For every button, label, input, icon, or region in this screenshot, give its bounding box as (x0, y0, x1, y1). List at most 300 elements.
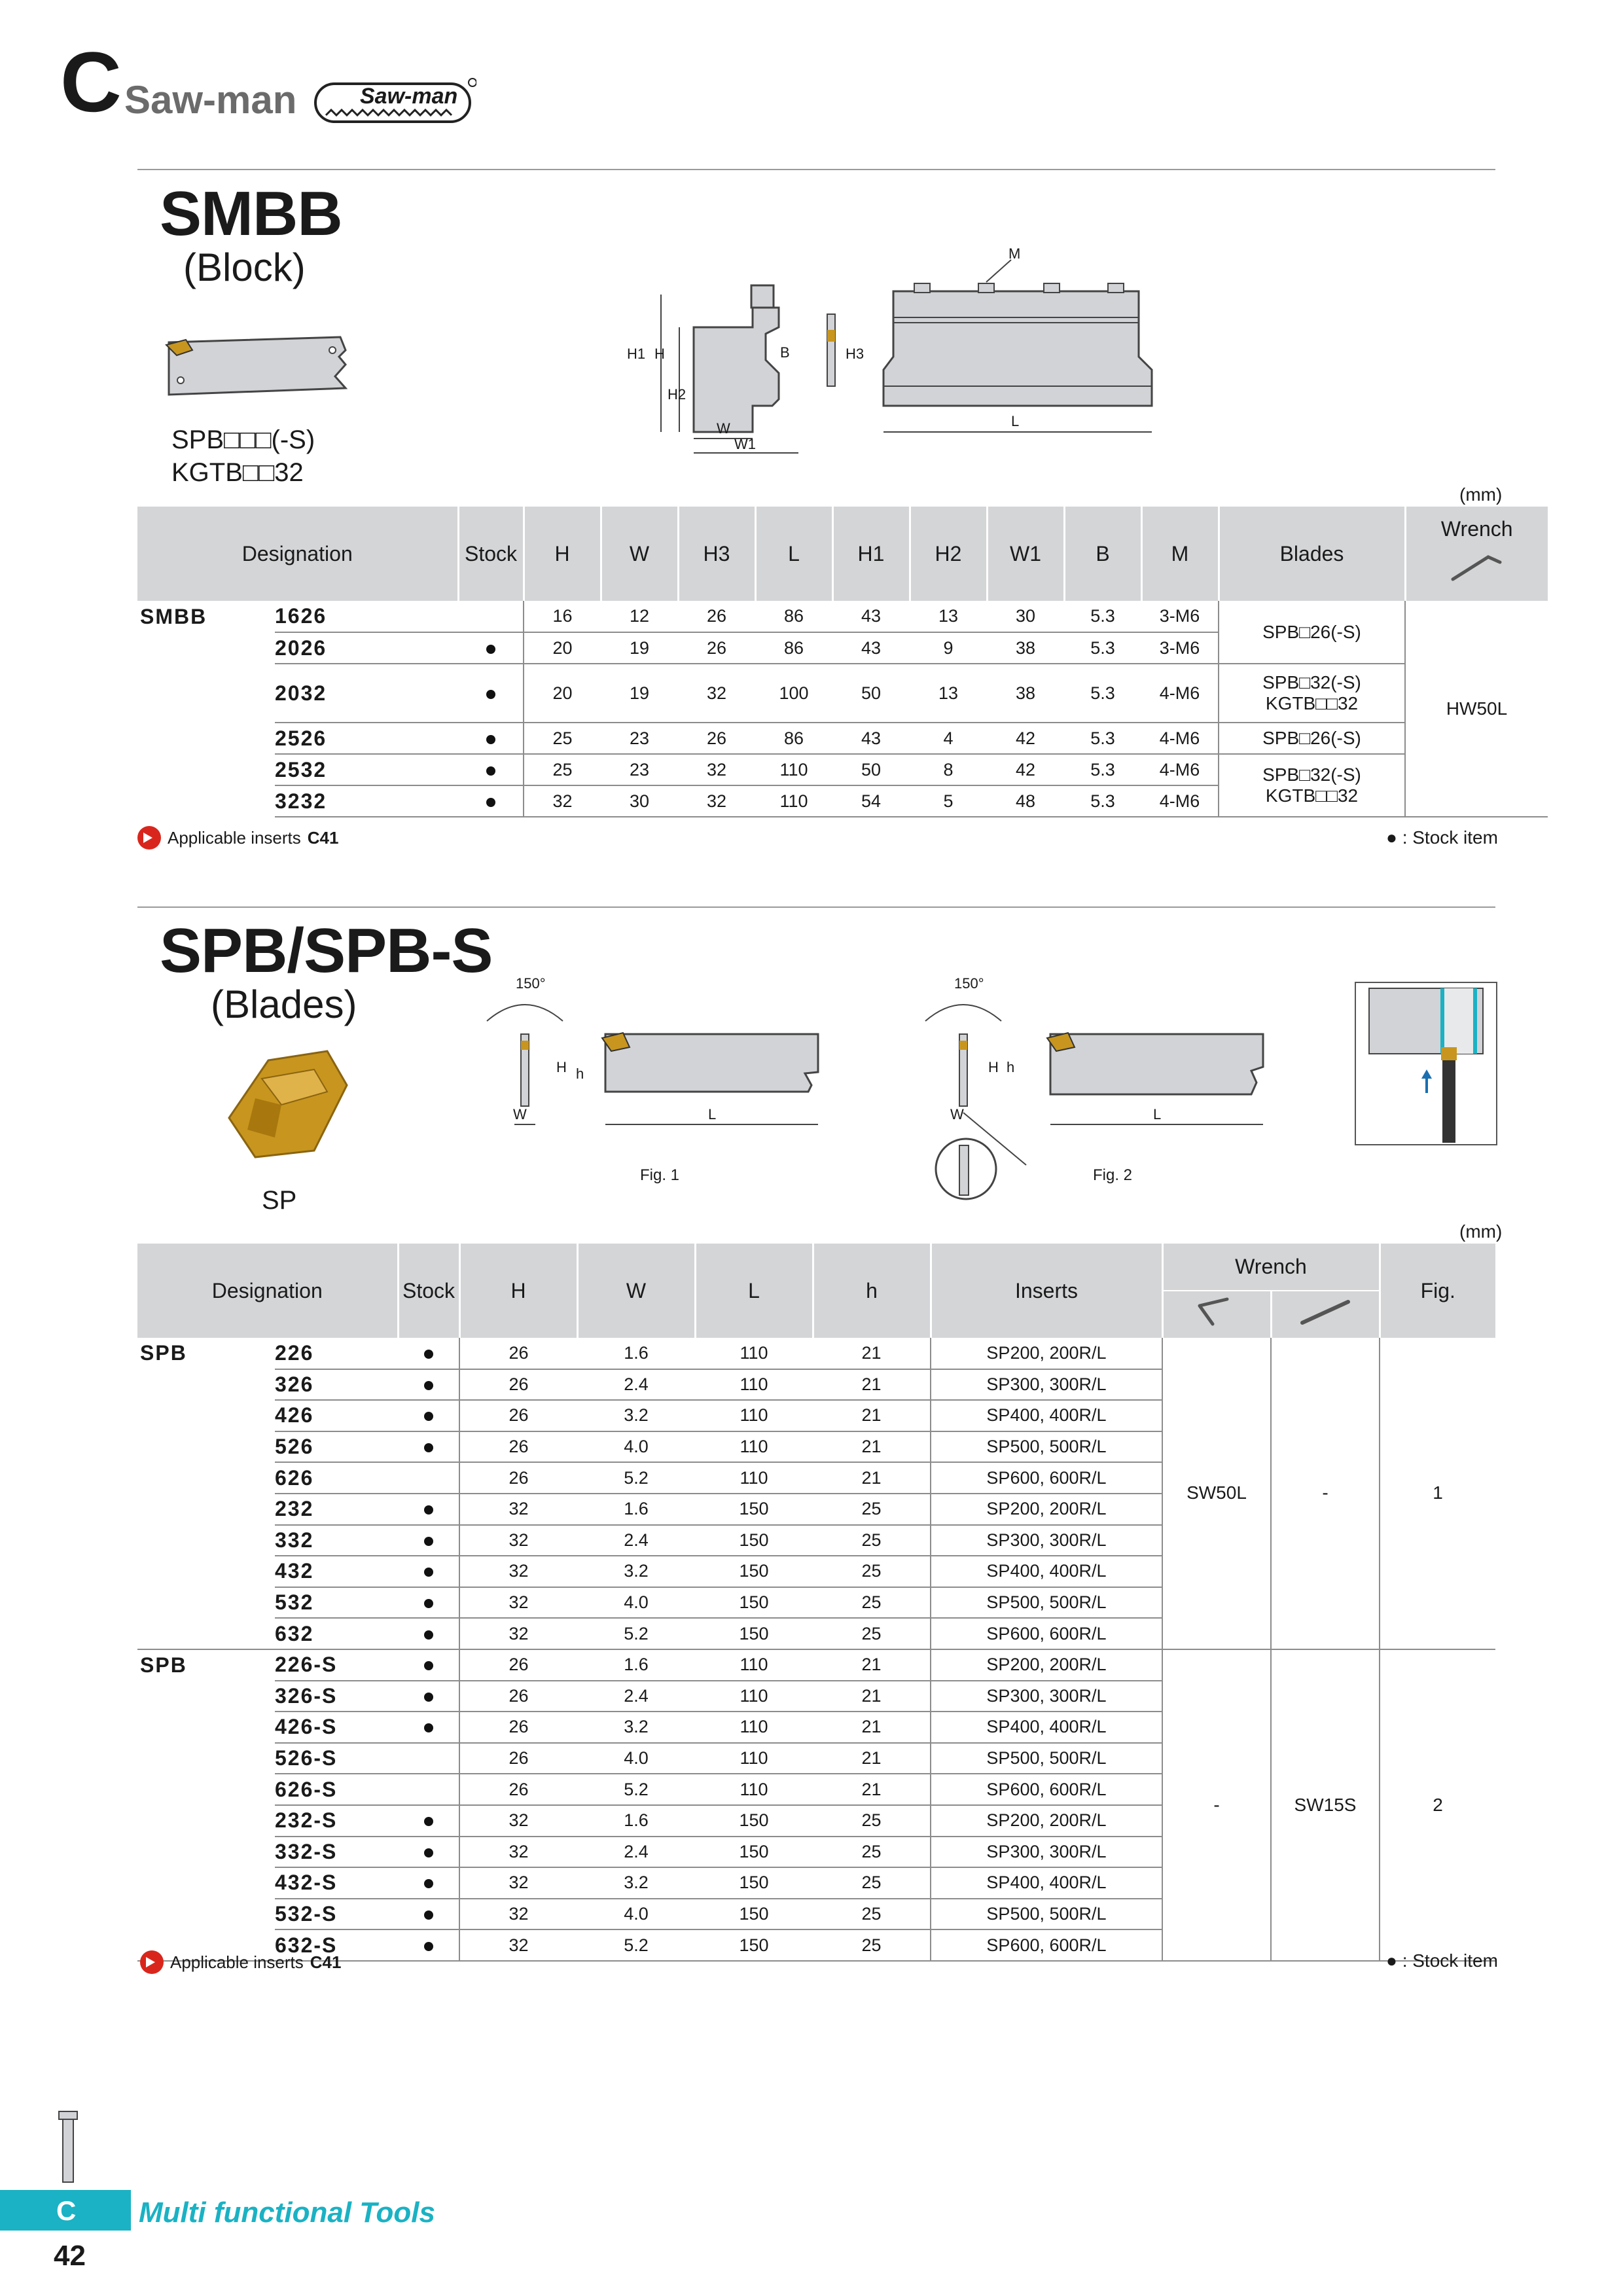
stock-dot-icon (424, 1723, 433, 1732)
inserts-cell: SP200, 200R/L (931, 1649, 1162, 1681)
stock-cell (398, 1338, 459, 1369)
cell-L: 110 (695, 1743, 813, 1774)
sp-insert-image (216, 1046, 353, 1164)
cell-B: 5.3 (1064, 723, 1141, 754)
spb-stock-note: ● : Stock item (1386, 1950, 1498, 1971)
cell-W: 4.0 (577, 1431, 695, 1463)
cell-W1: 42 (987, 754, 1064, 785)
blade-line: SPB□32(-S) (1262, 764, 1361, 785)
stock-dot-icon (486, 735, 495, 744)
sp-insert-label: SP (262, 1186, 297, 1215)
group-name (137, 664, 275, 723)
fig2-angle: 150° (954, 975, 984, 992)
cell-L: 150 (695, 1899, 813, 1930)
brand-logo-text: Saw-man (360, 84, 458, 109)
col-H2: H2 (910, 507, 987, 601)
stock-cell (398, 1774, 459, 1805)
cell-H: 32 (459, 1556, 577, 1587)
arrow-right-icon (137, 826, 161, 850)
group-name (137, 1494, 275, 1525)
stock-cell (398, 1525, 459, 1556)
cell-W: 4.0 (577, 1899, 695, 1930)
designation-code: 626-S (275, 1774, 398, 1805)
stock-dot-icon (424, 1693, 433, 1702)
stock-cell (398, 1618, 459, 1649)
cell-M: 4-M6 (1141, 723, 1219, 754)
stock-dot-icon (424, 1350, 433, 1359)
cell-H: 25 (524, 723, 601, 754)
cell-W1: 38 (987, 664, 1064, 723)
spb-applicable-note (140, 1950, 341, 1974)
wrench-a-cell: - (1162, 1649, 1271, 1961)
inserts-cell: SP500, 500R/L (931, 1587, 1162, 1619)
inserts-cell: SP600, 600R/L (931, 1618, 1162, 1649)
cell-h: 21 (813, 1400, 931, 1431)
wrench-b-cell: SW15S (1271, 1649, 1380, 1961)
cell-H: 32 (459, 1837, 577, 1868)
col-wrench-a (1162, 1291, 1271, 1338)
cell-h: 25 (813, 1525, 931, 1556)
cell-M: 4-M6 (1141, 785, 1219, 817)
stock-dot-icon (424, 1443, 433, 1452)
cell-L: 110 (695, 1431, 813, 1463)
cell-h: 25 (813, 1494, 931, 1525)
group-name (137, 1618, 275, 1649)
cell-h: 21 (813, 1774, 931, 1805)
hex-wrench-icon (1190, 1294, 1243, 1331)
col-designation: Designation (137, 507, 458, 601)
stock-cell (398, 1494, 459, 1525)
fig-cell: 1 (1380, 1338, 1495, 1649)
cell-H: 26 (459, 1712, 577, 1743)
stock-cell (398, 1431, 459, 1463)
fig2-dim-L: L (1153, 1106, 1162, 1122)
inserts-cell: SP200, 200R/L (931, 1338, 1162, 1369)
cell-W: 4.0 (577, 1743, 695, 1774)
cell-h: 21 (813, 1369, 931, 1401)
col-designation: Designation (137, 1244, 398, 1338)
cell-H1: 43 (832, 632, 910, 664)
spb-applicable-ref: C41 (310, 1952, 342, 1972)
stock-cell (398, 1400, 459, 1431)
stock-cell (398, 1462, 459, 1494)
col-M: M (1141, 507, 1219, 601)
designation-code: 432-S (275, 1867, 398, 1899)
cell-B: 5.3 (1064, 754, 1141, 785)
stock-cell (398, 1805, 459, 1837)
group-name (137, 1805, 275, 1837)
dim-label-L: L (1011, 413, 1020, 429)
cell-H: 20 (524, 632, 601, 664)
cell-M: 4-M6 (1141, 664, 1219, 723)
inserts-cell: SP500, 500R/L (931, 1743, 1162, 1774)
group-name (137, 1867, 275, 1899)
designation-code: 532 (275, 1587, 398, 1619)
col-B: B (1064, 507, 1141, 601)
blade-line: SPB□32(-S) (1262, 672, 1361, 692)
designation-code: 1626 (275, 601, 458, 632)
cell-W: 4.0 (577, 1587, 695, 1619)
wrench-a-cell: SW50L (1162, 1338, 1271, 1649)
group-name (137, 723, 275, 754)
group-name: SPB (140, 1653, 187, 1677)
cell-h: 21 (813, 1338, 931, 1369)
table-row (137, 664, 1548, 723)
group-name (137, 1462, 275, 1494)
dim-label-B: B (780, 344, 790, 361)
cell-h: 25 (813, 1837, 931, 1868)
header-brand: Saw-man (124, 78, 297, 122)
designation-code: 332-S (275, 1837, 398, 1868)
designation-code: 526 (275, 1431, 398, 1463)
fig2-dim-h: h (1007, 1059, 1015, 1075)
cell-H2: 13 (910, 601, 987, 632)
table-row (137, 1649, 1495, 1681)
footer-tab (0, 2190, 131, 2231)
hex-wrench-icon (1448, 547, 1507, 586)
group-name (137, 1431, 275, 1463)
blades-cell: SPB□26(-S) (1219, 723, 1405, 754)
designation-code: 532-S (275, 1899, 398, 1930)
designation-code: 232-S (275, 1805, 398, 1837)
page-number: 42 (54, 2240, 86, 2272)
stock-cell (398, 1929, 459, 1961)
cell-M: 3-M6 (1141, 632, 1219, 664)
col-W: W (577, 1244, 695, 1338)
cell-H: 26 (459, 1743, 577, 1774)
stock-dot-icon (424, 1817, 433, 1826)
stock-dot-icon (486, 798, 495, 807)
cell-H3: 32 (678, 754, 755, 785)
stock-cell (398, 1649, 459, 1681)
table-row (137, 601, 1548, 632)
smbb-applicable-label: Applicable inserts (168, 827, 301, 848)
spb-unit: (mm) (1459, 1221, 1503, 1242)
cell-L: 150 (695, 1867, 813, 1899)
col-H3: H3 (678, 507, 755, 601)
col-wrench (1405, 507, 1548, 601)
torx-key-icon (1296, 1294, 1355, 1331)
fig1-dim-W: W (513, 1106, 527, 1122)
stock-cell (398, 1681, 459, 1712)
spb-subtitle: (Blades) (211, 982, 357, 1026)
cell-L: 100 (755, 664, 832, 723)
spb-title: SPB/SPB-S (160, 916, 493, 986)
col-W1: W1 (987, 507, 1064, 601)
group-name (137, 1712, 275, 1743)
cell-H: 32 (459, 1805, 577, 1837)
cell-L: 150 (695, 1587, 813, 1619)
fig2-label: Fig. 2 (1093, 1166, 1133, 1184)
cell-h: 21 (813, 1743, 931, 1774)
stock-cell (458, 664, 524, 723)
cell-W: 3.2 (577, 1400, 695, 1431)
cell-L: 86 (755, 601, 832, 632)
cell-H1: 43 (832, 723, 910, 754)
blades-cell (1219, 754, 1405, 817)
stock-dot-icon (424, 1879, 433, 1888)
blade-end-drawing (818, 308, 870, 399)
dim-label-H1: H1 (627, 346, 646, 362)
designation-code: 3232 (275, 785, 458, 817)
cell-L: 110 (695, 1462, 813, 1494)
cell-H1: 50 (832, 754, 910, 785)
wrench-cell: HW50L (1405, 601, 1548, 817)
section-divider (137, 906, 1495, 908)
designation-code: 632-S (275, 1929, 398, 1961)
inserts-cell: SP500, 500R/L (931, 1431, 1162, 1463)
cell-H3: 26 (678, 601, 755, 632)
cell-W: 1.6 (577, 1338, 695, 1369)
col-L: L (755, 507, 832, 601)
cell-L: 110 (695, 1649, 813, 1681)
cell-W: 1.6 (577, 1649, 695, 1681)
cell-W: 1.6 (577, 1494, 695, 1525)
cell-L: 150 (695, 1618, 813, 1649)
fig1-angle: 150° (516, 975, 546, 992)
cell-W1: 30 (987, 601, 1064, 632)
cell-H2: 5 (910, 785, 987, 817)
cell-W: 1.6 (577, 1805, 695, 1837)
stock-dot-icon (424, 1505, 433, 1515)
inserts-cell: SP600, 600R/L (931, 1462, 1162, 1494)
stock-dot-icon (486, 645, 495, 654)
cell-W: 3.2 (577, 1712, 695, 1743)
stock-dot-icon (424, 1599, 433, 1608)
header-letter: C (60, 34, 119, 130)
fig1-dim-L: L (708, 1106, 717, 1122)
group-name (137, 754, 275, 785)
fig-cell: 2 (1380, 1649, 1495, 1961)
stock-dot-icon (424, 1537, 433, 1546)
dim-label-W1: W1 (734, 436, 756, 452)
col-H1: H1 (832, 507, 910, 601)
smbb-unit: (mm) (1459, 484, 1503, 505)
stock-cell (398, 1556, 459, 1587)
cell-W1: 48 (987, 785, 1064, 817)
inserts-cell: SP300, 300R/L (931, 1681, 1162, 1712)
stock-dot-icon (424, 1848, 433, 1857)
cell-M: 3-M6 (1141, 601, 1219, 632)
fig1-dim-H: H (556, 1059, 567, 1075)
stock-dot-icon (424, 1568, 433, 1577)
cell-H2: 9 (910, 632, 987, 664)
fig2-dim-W: W (950, 1106, 964, 1122)
cell-h: 21 (813, 1681, 931, 1712)
cell-W1: 38 (987, 632, 1064, 664)
designation-code: 632 (275, 1618, 398, 1649)
stock-cell (458, 754, 524, 785)
cell-L: 150 (695, 1556, 813, 1587)
inserts-cell: SP400, 400R/L (931, 1556, 1162, 1587)
col-L: L (695, 1244, 813, 1338)
cell-H1: 50 (832, 664, 910, 723)
stock-cell (398, 1867, 459, 1899)
cell-H: 26 (459, 1774, 577, 1805)
cell-L: 110 (755, 785, 832, 817)
cell-W: 2.4 (577, 1681, 695, 1712)
blades-cell: SPB□26(-S) (1219, 601, 1405, 664)
cell-B: 5.3 (1064, 601, 1141, 632)
group-name (137, 1899, 275, 1930)
stock-dot-icon (424, 1942, 433, 1951)
stock-dot-icon (424, 1412, 433, 1421)
designation-code: 326-S (275, 1681, 398, 1712)
designation-code: 426-S (275, 1712, 398, 1743)
smbb-subtitle: (Block) (183, 245, 306, 289)
section-divider (137, 169, 1495, 170)
cell-H: 16 (524, 601, 601, 632)
cell-H: 32 (459, 1899, 577, 1930)
cell-L: 150 (695, 1929, 813, 1961)
smbb-stock-note: ● : Stock item (1386, 827, 1498, 848)
cell-H3: 32 (678, 785, 755, 817)
dim-label-H2: H2 (668, 386, 687, 403)
smbb-compat-1: SPB□□□(-S) (171, 425, 315, 454)
inserts-cell: SP600, 600R/L (931, 1774, 1162, 1805)
col-fig: Fig. (1380, 1244, 1495, 1338)
cell-W: 30 (601, 785, 678, 817)
cell-L: 150 (695, 1494, 813, 1525)
designation-code: 2526 (275, 723, 458, 754)
group-name (137, 1525, 275, 1556)
cell-M: 4-M6 (1141, 754, 1219, 785)
designation-code: 232 (275, 1494, 398, 1525)
blades-cell (1219, 664, 1405, 723)
cell-h: 21 (813, 1462, 931, 1494)
cell-H: 26 (459, 1462, 577, 1494)
inserts-cell: SP300, 300R/L (931, 1837, 1162, 1868)
col-H: H (459, 1244, 577, 1338)
cell-W: 19 (601, 632, 678, 664)
cell-H: 32 (524, 785, 601, 817)
cell-H2: 8 (910, 754, 987, 785)
stock-dot-icon (424, 1661, 433, 1670)
stock-cell (458, 723, 524, 754)
fig1-drawing (478, 975, 825, 1139)
stock-cell (458, 785, 524, 817)
cell-W1: 42 (987, 723, 1064, 754)
cell-h: 25 (813, 1929, 931, 1961)
cell-W: 23 (601, 754, 678, 785)
cell-L: 110 (695, 1681, 813, 1712)
spb-applicable-label: Applicable inserts (170, 1952, 304, 1972)
cell-W: 5.2 (577, 1929, 695, 1961)
designation-code: 626 (275, 1462, 398, 1494)
group-name (137, 632, 275, 664)
col-wrench-b (1271, 1291, 1380, 1338)
table-row (137, 1338, 1495, 1369)
smbb-compat-2: KGTB□□32 (171, 458, 304, 487)
cell-H3: 26 (678, 632, 755, 664)
group-name (137, 1587, 275, 1619)
stock-cell (458, 601, 524, 632)
inserts-cell: SP500, 500R/L (931, 1899, 1162, 1930)
cell-H: 32 (459, 1618, 577, 1649)
cell-H2: 4 (910, 723, 987, 754)
col-stock: Stock (458, 507, 524, 601)
group-name (137, 785, 275, 817)
stock-cell (398, 1712, 459, 1743)
designation-code: 226-S (275, 1649, 398, 1681)
designation-code: 332 (275, 1525, 398, 1556)
group-name (137, 1743, 275, 1774)
cell-H: 26 (459, 1431, 577, 1463)
cell-H3: 26 (678, 723, 755, 754)
cell-H3: 32 (678, 664, 755, 723)
designation-code: 2532 (275, 754, 458, 785)
inserts-cell: SP300, 300R/L (931, 1369, 1162, 1401)
designation-code: 526-S (275, 1743, 398, 1774)
cell-h: 21 (813, 1649, 931, 1681)
dim-label-M: M (1008, 245, 1021, 262)
designation-code: 432 (275, 1556, 398, 1587)
cell-L: 150 (695, 1805, 813, 1837)
cell-B: 5.3 (1064, 632, 1141, 664)
cell-W: 5.2 (577, 1618, 695, 1649)
stock-cell (458, 632, 524, 664)
designation-code: 426 (275, 1400, 398, 1431)
fig1-label: Fig. 1 (640, 1166, 680, 1184)
stock-dot-icon (486, 690, 495, 699)
designation-code: 226 (275, 1338, 398, 1369)
col-wrench: Wrench (1162, 1244, 1380, 1291)
col-inserts: Inserts (931, 1244, 1162, 1338)
cell-L: 150 (695, 1837, 813, 1868)
inserts-cell: SP200, 200R/L (931, 1805, 1162, 1837)
col-stock: Stock (398, 1244, 459, 1338)
cell-W: 12 (601, 601, 678, 632)
group-name (137, 1369, 275, 1401)
cell-H: 32 (459, 1867, 577, 1899)
fig1-dim-h: h (576, 1066, 584, 1082)
cell-L: 110 (695, 1369, 813, 1401)
dim-label-H3: H3 (846, 346, 865, 362)
cell-H: 32 (459, 1929, 577, 1961)
inserts-cell: SP400, 400R/L (931, 1867, 1162, 1899)
cell-h: 25 (813, 1618, 931, 1649)
cell-h: 21 (813, 1712, 931, 1743)
cell-h: 21 (813, 1431, 931, 1463)
col-h: h (813, 1244, 931, 1338)
cell-H: 26 (459, 1649, 577, 1681)
arrow-right-icon (140, 1950, 164, 1974)
cell-H: 32 (459, 1525, 577, 1556)
cell-W: 2.4 (577, 1837, 695, 1868)
cell-h: 25 (813, 1867, 931, 1899)
cell-W: 19 (601, 664, 678, 723)
cell-L: 110 (695, 1338, 813, 1369)
group-name: SPB (140, 1341, 187, 1365)
dim-label-H: H (654, 346, 665, 362)
block-front-drawing (880, 245, 1155, 442)
group-name (137, 1400, 275, 1431)
inserts-cell: SP200, 200R/L (931, 1494, 1162, 1525)
stock-cell (398, 1899, 459, 1930)
stock-dot-icon (486, 766, 495, 776)
cell-H1: 43 (832, 601, 910, 632)
stock-cell (398, 1369, 459, 1401)
group-name: SMBB (140, 604, 207, 628)
cell-H: 20 (524, 664, 601, 723)
designation-code: 2026 (275, 632, 458, 664)
blade-line: KGTB□□32 (1265, 693, 1359, 713)
cell-L: 110 (695, 1774, 813, 1805)
inserts-cell: SP300, 300R/L (931, 1525, 1162, 1556)
smbb-applicable-ref: C41 (307, 827, 339, 848)
cell-B: 5.3 (1064, 785, 1141, 817)
cell-W: 5.2 (577, 1774, 695, 1805)
